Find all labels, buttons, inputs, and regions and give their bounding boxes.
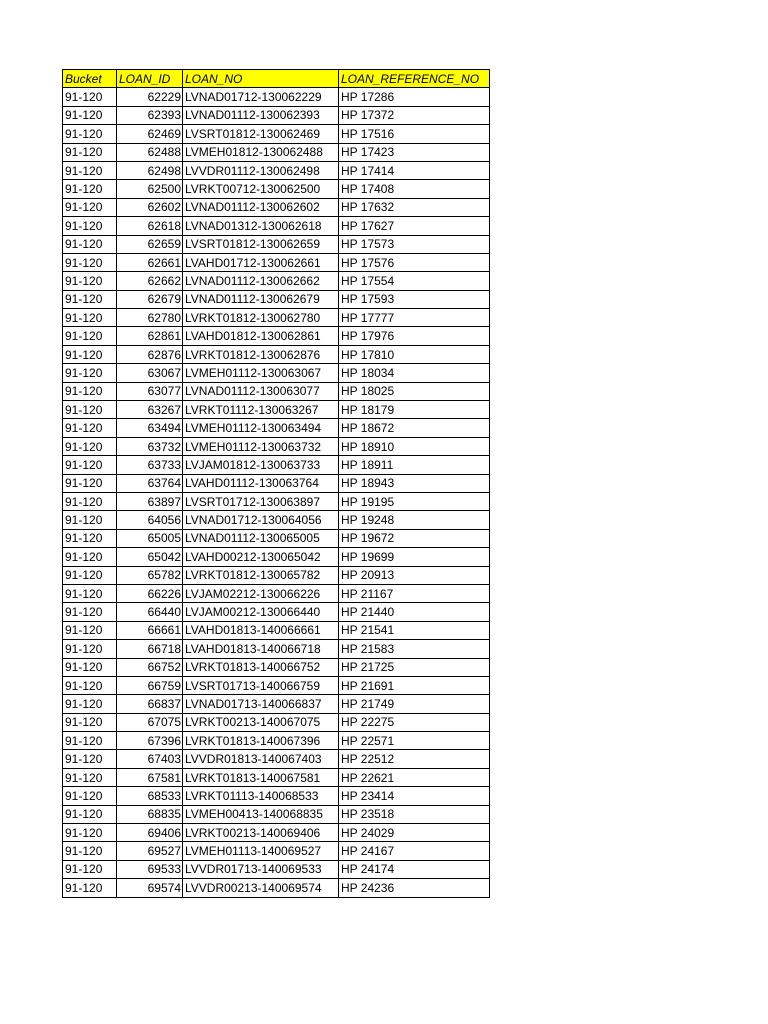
bucket-cell[interactable]: 91-120 [63,732,117,750]
table-row [63,860,490,878]
bucket-cell[interactable]: 91-120 [63,695,117,713]
loan-reference-cell[interactable]: HP 19699 [339,548,490,566]
table-row [63,621,490,639]
loan-no-cell[interactable]: LVJAM02212-130066226 [183,584,339,602]
table-row [63,253,490,271]
loan-no-cell[interactable]: LVAHD00212-130065042 [183,548,339,566]
loan-reference-cell[interactable]: HP 18179 [339,401,490,419]
loan-id-cell[interactable]: 66752 [117,658,183,676]
loan-id-cell[interactable]: 62393 [117,106,183,124]
loan-no-cell[interactable]: LVVDR01813-140067403 [183,750,339,768]
loan-reference-cell[interactable]: HP 21167 [339,584,490,602]
loan-reference-cell[interactable]: HP 19248 [339,511,490,529]
bucket-cell[interactable]: 91-120 [63,713,117,731]
bucket-cell[interactable]: 91-120 [63,217,117,235]
loan-id-cell[interactable]: 63733 [117,456,183,474]
table-row [63,879,490,897]
loan-id-cell[interactable]: 62659 [117,235,183,253]
bucket-cell[interactable]: 91-120 [63,143,117,161]
table-row [63,474,490,492]
loan-no-cell[interactable]: LVNAD01712-130064056 [183,511,339,529]
bucket-cell[interactable]: 91-120 [63,750,117,768]
bucket-cell[interactable]: 91-120 [63,437,117,455]
loan-id-cell[interactable]: 69533 [117,860,183,878]
bucket-cell[interactable]: 91-120 [63,658,117,676]
loan-no-cell[interactable]: LVMEH01812-130062488 [183,143,339,161]
loan-id-cell[interactable]: 66440 [117,603,183,621]
table-row [63,345,490,363]
table-row [63,272,490,290]
bucket-cell[interactable]: 91-120 [63,860,117,878]
loan-reference-cell[interactable]: HP 17286 [339,88,490,106]
loan-id-cell[interactable]: 63764 [117,474,183,492]
loan-no-cell[interactable]: LVRKT00712-130062500 [183,180,339,198]
loan-no-cell[interactable]: LVMEH01112-130063067 [183,364,339,382]
loan-id-cell[interactable]: 66759 [117,676,183,694]
loan-no-cell[interactable]: LVNAD01713-140066837 [183,695,339,713]
loan-reference-cell[interactable]: HP 22571 [339,732,490,750]
loan-reference-cell[interactable]: HP 22621 [339,768,490,786]
loan-reference-cell[interactable]: HP 23518 [339,805,490,823]
loan-id-cell[interactable]: 63267 [117,401,183,419]
bucket-cell[interactable]: 91-120 [63,198,117,216]
loan-no-cell[interactable]: LVRKT01813-140067396 [183,732,339,750]
loan-reference-cell[interactable]: HP 17976 [339,327,490,345]
table-row [63,805,490,823]
loan-reference-cell[interactable]: HP 24174 [339,860,490,878]
loan-id-cell[interactable]: 65782 [117,566,183,584]
loan-reference-cell[interactable]: HP 17573 [339,235,490,253]
bucket-cell[interactable]: 91-120 [63,492,117,510]
loan-no-cell[interactable]: LVSRT01712-130063897 [183,492,339,510]
loan-no-cell[interactable]: LVNAD01112-130062393 [183,106,339,124]
table-row [63,492,490,510]
loan-id-cell[interactable]: 63732 [117,437,183,455]
table-row [63,548,490,566]
loan-reference-cell[interactable]: HP 21725 [339,658,490,676]
loan-no-cell[interactable]: LVAHD01112-130063764 [183,474,339,492]
table-row [63,824,490,842]
loan-reference-cell[interactable]: HP 24167 [339,842,490,860]
loan-id-cell[interactable]: 69406 [117,824,183,842]
loan-no-cell[interactable]: LVNAD01112-130063077 [183,382,339,400]
loan-reference-cell[interactable]: HP 20913 [339,566,490,584]
loan-reference-cell[interactable]: HP 17777 [339,309,490,327]
loan-reference-cell[interactable]: HP 17632 [339,198,490,216]
loan-id-cell[interactable]: 63077 [117,382,183,400]
bucket-cell[interactable]: 91-120 [63,511,117,529]
loan-reference-cell[interactable]: HP 21749 [339,695,490,713]
table-row [63,695,490,713]
loan-no-cell[interactable]: LVRKT01813-140067581 [183,768,339,786]
table-row [63,106,490,124]
loan-no-cell[interactable]: LVVDR01112-130062498 [183,161,339,179]
loan-id-cell[interactable]: 66837 [117,695,183,713]
loan-no-cell[interactable]: LVMEH01113-140069527 [183,842,339,860]
loan-no-cell[interactable]: LVNAD01712-130062229 [183,88,339,106]
bucket-cell[interactable]: 91-120 [63,787,117,805]
table-row [63,768,490,786]
table-row [63,327,490,345]
table-row [63,419,490,437]
table-row [63,676,490,694]
loan-reference-cell[interactable]: HP 18034 [339,364,490,382]
table-row [63,842,490,860]
loan-reference-cell[interactable]: HP 17593 [339,290,490,308]
bucket-cell[interactable]: 91-120 [63,456,117,474]
bucket-cell[interactable]: 91-120 [63,327,117,345]
loan-reference-cell[interactable]: HP 21541 [339,621,490,639]
table-row [63,750,490,768]
loan-no-cell[interactable]: LVRKT01112-130063267 [183,401,339,419]
loan-reference-cell[interactable]: HP 17423 [339,143,490,161]
table-body [63,88,490,897]
table-row [63,713,490,731]
loan-reference-cell[interactable]: HP 22512 [339,750,490,768]
bucket-cell[interactable]: 91-120 [63,419,117,437]
bucket-cell[interactable]: 91-120 [63,364,117,382]
loan-id-cell[interactable]: 65042 [117,548,183,566]
loan-no-cell[interactable]: LVNAD01112-130062602 [183,198,339,216]
table-row [63,161,490,179]
loan-id-cell[interactable]: 63494 [117,419,183,437]
loan-no-cell[interactable]: LVNAD01112-130065005 [183,529,339,547]
loan-no-cell[interactable]: LVVDR00213-140069574 [183,879,339,897]
loan-id-cell[interactable]: 62498 [117,161,183,179]
bucket-cell[interactable]: 91-120 [63,309,117,327]
bucket-cell[interactable]: 91-120 [63,125,117,143]
bucket-cell[interactable]: 91-120 [63,345,117,363]
bucket-cell[interactable]: 91-120 [63,88,117,106]
bucket-cell[interactable]: 91-120 [63,879,117,897]
table-row [63,290,490,308]
loan-no-cell[interactable]: LVVDR01713-140069533 [183,860,339,878]
loan-no-cell[interactable]: LVSRT01812-130062659 [183,235,339,253]
loan-reference-cell[interactable]: HP 17576 [339,253,490,271]
loan-no-cell[interactable]: LVRKT01812-130062876 [183,345,339,363]
loan-id-cell[interactable]: 62661 [117,253,183,271]
loan-reference-cell[interactable]: HP 18025 [339,382,490,400]
bucket-cell[interactable]: 91-120 [63,382,117,400]
loan-reference-cell[interactable]: HP 19195 [339,492,490,510]
loan-id-cell[interactable]: 62861 [117,327,183,345]
loan-reference-cell[interactable]: HP 17372 [339,106,490,124]
table-row [63,125,490,143]
loan-id-cell[interactable]: 67403 [117,750,183,768]
bucket-cell[interactable]: 91-120 [63,253,117,271]
bucket-cell[interactable]: 91-120 [63,603,117,621]
bucket-cell[interactable]: 91-120 [63,584,117,602]
table-row [63,180,490,198]
loan-no-cell[interactable]: LVMEH01112-130063494 [183,419,339,437]
bucket-cell[interactable]: 91-120 [63,805,117,823]
loan-no-cell[interactable]: LVNAD01112-130062662 [183,272,339,290]
loan-reference-cell[interactable]: HP 17414 [339,161,490,179]
loan-id-cell[interactable]: 62602 [117,198,183,216]
loan-no-cell[interactable]: LVRKT00213-140069406 [183,824,339,842]
header-cell-bucket[interactable]: Bucket [63,70,117,88]
loan-id-cell[interactable]: 66226 [117,584,183,602]
table-row [63,787,490,805]
loan-id-cell[interactable]: 62876 [117,345,183,363]
table-row [63,382,490,400]
loan-no-cell[interactable]: LVRKT01812-130062780 [183,309,339,327]
loan-id-cell[interactable]: 62780 [117,309,183,327]
loan-no-cell[interactable]: LVNAD01312-130062618 [183,217,339,235]
bucket-cell[interactable]: 91-120 [63,272,117,290]
table-row [63,309,490,327]
loan-id-cell[interactable]: 67396 [117,732,183,750]
bucket-cell[interactable]: 91-120 [63,548,117,566]
table-row [63,217,490,235]
loan-id-cell[interactable]: 64056 [117,511,183,529]
bucket-cell[interactable]: 91-120 [63,401,117,419]
bucket-cell[interactable]: 91-120 [63,106,117,124]
loan-reference-cell[interactable]: HP 18672 [339,419,490,437]
table-row [63,364,490,382]
header-cell-loan-id[interactable]: LOAN_ID [117,70,183,88]
loan-id-cell[interactable]: 62618 [117,217,183,235]
loan-no-cell[interactable]: LVRKT01813-140066752 [183,658,339,676]
bucket-cell[interactable]: 91-120 [63,235,117,253]
table-row [63,658,490,676]
loan-id-cell[interactable]: 62469 [117,125,183,143]
table-row [63,584,490,602]
loan-reference-cell[interactable]: HP 18910 [339,437,490,455]
loan-no-cell[interactable]: LVAHD01813-140066718 [183,640,339,658]
bucket-cell[interactable]: 91-120 [63,529,117,547]
loan-id-cell[interactable]: 62500 [117,180,183,198]
bucket-cell[interactable]: 91-120 [63,621,117,639]
table-row [63,529,490,547]
table-row [63,640,490,658]
bucket-cell[interactable]: 91-120 [63,290,117,308]
table-row [63,732,490,750]
loan-reference-cell[interactable]: HP 17627 [339,217,490,235]
loan-no-cell[interactable]: LVJAM01812-130063733 [183,456,339,474]
loan-reference-cell[interactable]: HP 18911 [339,456,490,474]
loan-reference-cell[interactable]: HP 17810 [339,345,490,363]
bucket-cell[interactable]: 91-120 [63,842,117,860]
loan-no-cell[interactable]: LVSRT01713-140066759 [183,676,339,694]
table-row [63,88,490,106]
loan-reference-cell[interactable]: HP 21440 [339,603,490,621]
loan-no-cell[interactable]: LVAHD01813-140066661 [183,621,339,639]
loan-reference-cell[interactable]: HP 21691 [339,676,490,694]
bucket-cell[interactable]: 91-120 [63,474,117,492]
loan-id-cell[interactable]: 62679 [117,290,183,308]
loan-reference-cell[interactable]: HP 23414 [339,787,490,805]
loan-id-cell[interactable]: 67581 [117,768,183,786]
bucket-cell[interactable]: 91-120 [63,824,117,842]
table-row [63,566,490,584]
table-row [63,143,490,161]
loan-id-cell[interactable]: 66661 [117,621,183,639]
bucket-cell[interactable]: 91-120 [63,161,117,179]
loan-reference-cell[interactable]: HP 22275 [339,713,490,731]
loan-id-cell[interactable]: 62229 [117,88,183,106]
loan-reference-cell[interactable]: HP 17554 [339,272,490,290]
loan-reference-cell[interactable]: HP 17516 [339,125,490,143]
table-row [63,511,490,529]
header-cell-loan-no[interactable]: LOAN_NO [183,70,339,88]
bucket-cell[interactable]: 91-120 [63,640,117,658]
bucket-cell[interactable]: 91-120 [63,180,117,198]
loan-no-cell[interactable]: LVAHD01812-130062861 [183,327,339,345]
loan-table [62,69,490,898]
table-row [63,235,490,253]
loan-no-cell[interactable]: LVJAM00212-130066440 [183,603,339,621]
loan-id-cell[interactable]: 63067 [117,364,183,382]
loan-reference-cell[interactable]: HP 17408 [339,180,490,198]
table-row [63,603,490,621]
spreadsheet-area [62,69,490,898]
bucket-cell[interactable]: 91-120 [63,676,117,694]
loan-id-cell[interactable]: 62662 [117,272,183,290]
loan-id-cell[interactable]: 66718 [117,640,183,658]
bucket-cell[interactable]: 91-120 [63,566,117,584]
table-row [63,456,490,474]
loan-no-cell[interactable]: LVMEH00413-140068835 [183,805,339,823]
loan-no-cell[interactable]: LVNAD01112-130062679 [183,290,339,308]
header-cell-loan-reference-no[interactable]: LOAN_REFERENCE_NO [339,70,490,88]
loan-reference-cell[interactable]: HP 19672 [339,529,490,547]
table-row [63,437,490,455]
table-row [63,198,490,216]
loan-id-cell[interactable]: 62488 [117,143,183,161]
loan-id-cell[interactable]: 68533 [117,787,183,805]
header-row [63,70,490,88]
loan-id-cell[interactable]: 63897 [117,492,183,510]
loan-no-cell[interactable]: LVRKT01113-140068533 [183,787,339,805]
loan-no-cell[interactable]: LVAHD01712-130062661 [183,253,339,271]
loan-no-cell[interactable]: LVRKT00213-140067075 [183,713,339,731]
table-row [63,401,490,419]
loan-no-cell[interactable]: LVSRT01812-130062469 [183,125,339,143]
loan-reference-cell[interactable]: HP 21583 [339,640,490,658]
loan-id-cell[interactable]: 68835 [117,805,183,823]
loan-id-cell[interactable]: 67075 [117,713,183,731]
loan-reference-cell[interactable]: HP 24029 [339,824,490,842]
loan-id-cell[interactable]: 69574 [117,879,183,897]
loan-reference-cell[interactable]: HP 24236 [339,879,490,897]
loan-id-cell[interactable]: 65005 [117,529,183,547]
loan-no-cell[interactable]: LVRKT01812-130065782 [183,566,339,584]
loan-no-cell[interactable]: LVMEH01112-130063732 [183,437,339,455]
bucket-cell[interactable]: 91-120 [63,768,117,786]
loan-reference-cell[interactable]: HP 18943 [339,474,490,492]
loan-id-cell[interactable]: 69527 [117,842,183,860]
